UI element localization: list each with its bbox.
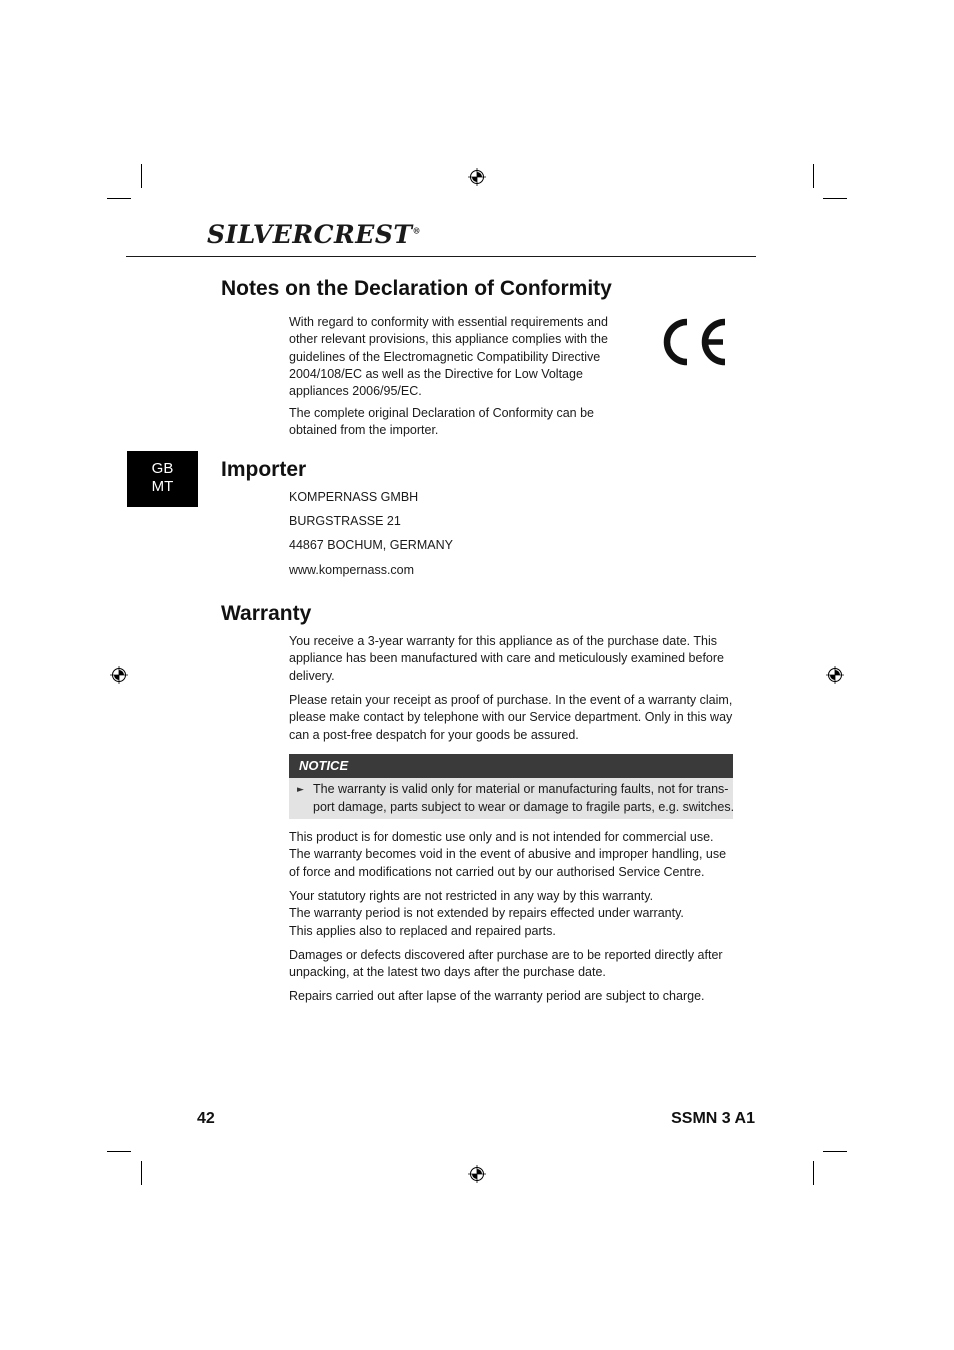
importer-website: www.kompernass.com bbox=[289, 563, 415, 577]
notice-heading: NOTICE bbox=[289, 754, 733, 778]
notice-box bbox=[289, 778, 733, 819]
importer-heading: Importer bbox=[221, 458, 307, 481]
crop-mark bbox=[823, 198, 847, 199]
brand-name: SILVERCREST bbox=[207, 220, 413, 249]
conformity-paragraph-1: With regard to conformity with essential requirements and other relevant provisions, this appliance complies with the guidelines of the Electromagnetic Compatibility Directive 2004/108/EC as well as the Directive for Low Voltage appliances 2006/95/EC. bbox=[289, 315, 608, 399]
warranty-paragraph-3: This product is for domestic use only and is not intended for commercial use. The warranty becomes void in the event of abusive and improper handling, use of force and modifications not carried out by our authorised Service Centre. bbox=[289, 830, 727, 879]
warranty-paragraph-2: Please retain your receipt as proof of purchase. In the event of a warranty claim, please make contact by telephone with our Service department. Only in this way can a post-free despatch for your goods be assured. bbox=[289, 693, 733, 742]
ce-conformity-icon bbox=[657, 316, 729, 368]
crop-mark bbox=[823, 1151, 847, 1152]
notice-text: The warranty is valid only for material or manufacturing faults, not for trans- port damage, parts subject to wear or damage to fragile parts, e.g. switches. bbox=[313, 782, 735, 814]
language-code-gb: GB bbox=[151, 460, 174, 477]
importer-street: BURGSTRASSE 21 bbox=[289, 514, 401, 528]
crop-mark bbox=[107, 1151, 131, 1152]
crop-mark bbox=[141, 1161, 142, 1185]
warranty-paragraph-5: Damages or defects discovered after purchase are to be reported directly after unpacking, at the latest two days after the purchase date. bbox=[289, 948, 723, 980]
warranty-heading: Warranty bbox=[221, 602, 312, 625]
registration-mark-icon bbox=[826, 666, 844, 684]
crop-mark bbox=[813, 164, 814, 188]
conformity-paragraph-2: The complete original Declaration of Conformity can be obtained from the importer. bbox=[289, 406, 595, 438]
header-rule bbox=[126, 256, 756, 257]
crop-mark bbox=[141, 164, 142, 188]
registration-mark-icon bbox=[468, 1165, 486, 1183]
language-code-mt: MT bbox=[151, 478, 174, 495]
registration-mark-icon bbox=[468, 168, 486, 186]
warranty-paragraph-6: Repairs carried out after lapse of the warranty period are subject to charge. bbox=[289, 989, 705, 1003]
model-number: SSMN 3 A1 bbox=[671, 1110, 755, 1127]
crop-mark bbox=[107, 198, 131, 199]
warranty-paragraph-4: Your statutory rights are not restricted in any way by this warranty. The warranty period is not extended by repairs effected under warranty. This applies also to replaced and repaired parts. bbox=[289, 889, 684, 938]
importer-city: 44867 BOCHUM, GERMANY bbox=[289, 538, 453, 552]
warranty-paragraph-1: You receive a 3-year warranty for this appliance as of the purchase date. This appliance has been manufactured with care and meticulously examined before delivery. bbox=[289, 634, 724, 683]
crop-mark bbox=[813, 1161, 814, 1185]
conformity-heading: Notes on the Declaration of Conformity bbox=[221, 277, 612, 300]
registration-mark-icon bbox=[110, 666, 128, 684]
bullet-arrow-icon: ► bbox=[297, 785, 304, 795]
brand-logo bbox=[207, 220, 421, 249]
page-number: 42 bbox=[197, 1110, 215, 1127]
language-tab bbox=[127, 451, 198, 507]
importer-company: KOMPERNASS GMBH bbox=[289, 490, 419, 504]
brand-registered-mark: ® bbox=[412, 225, 421, 236]
